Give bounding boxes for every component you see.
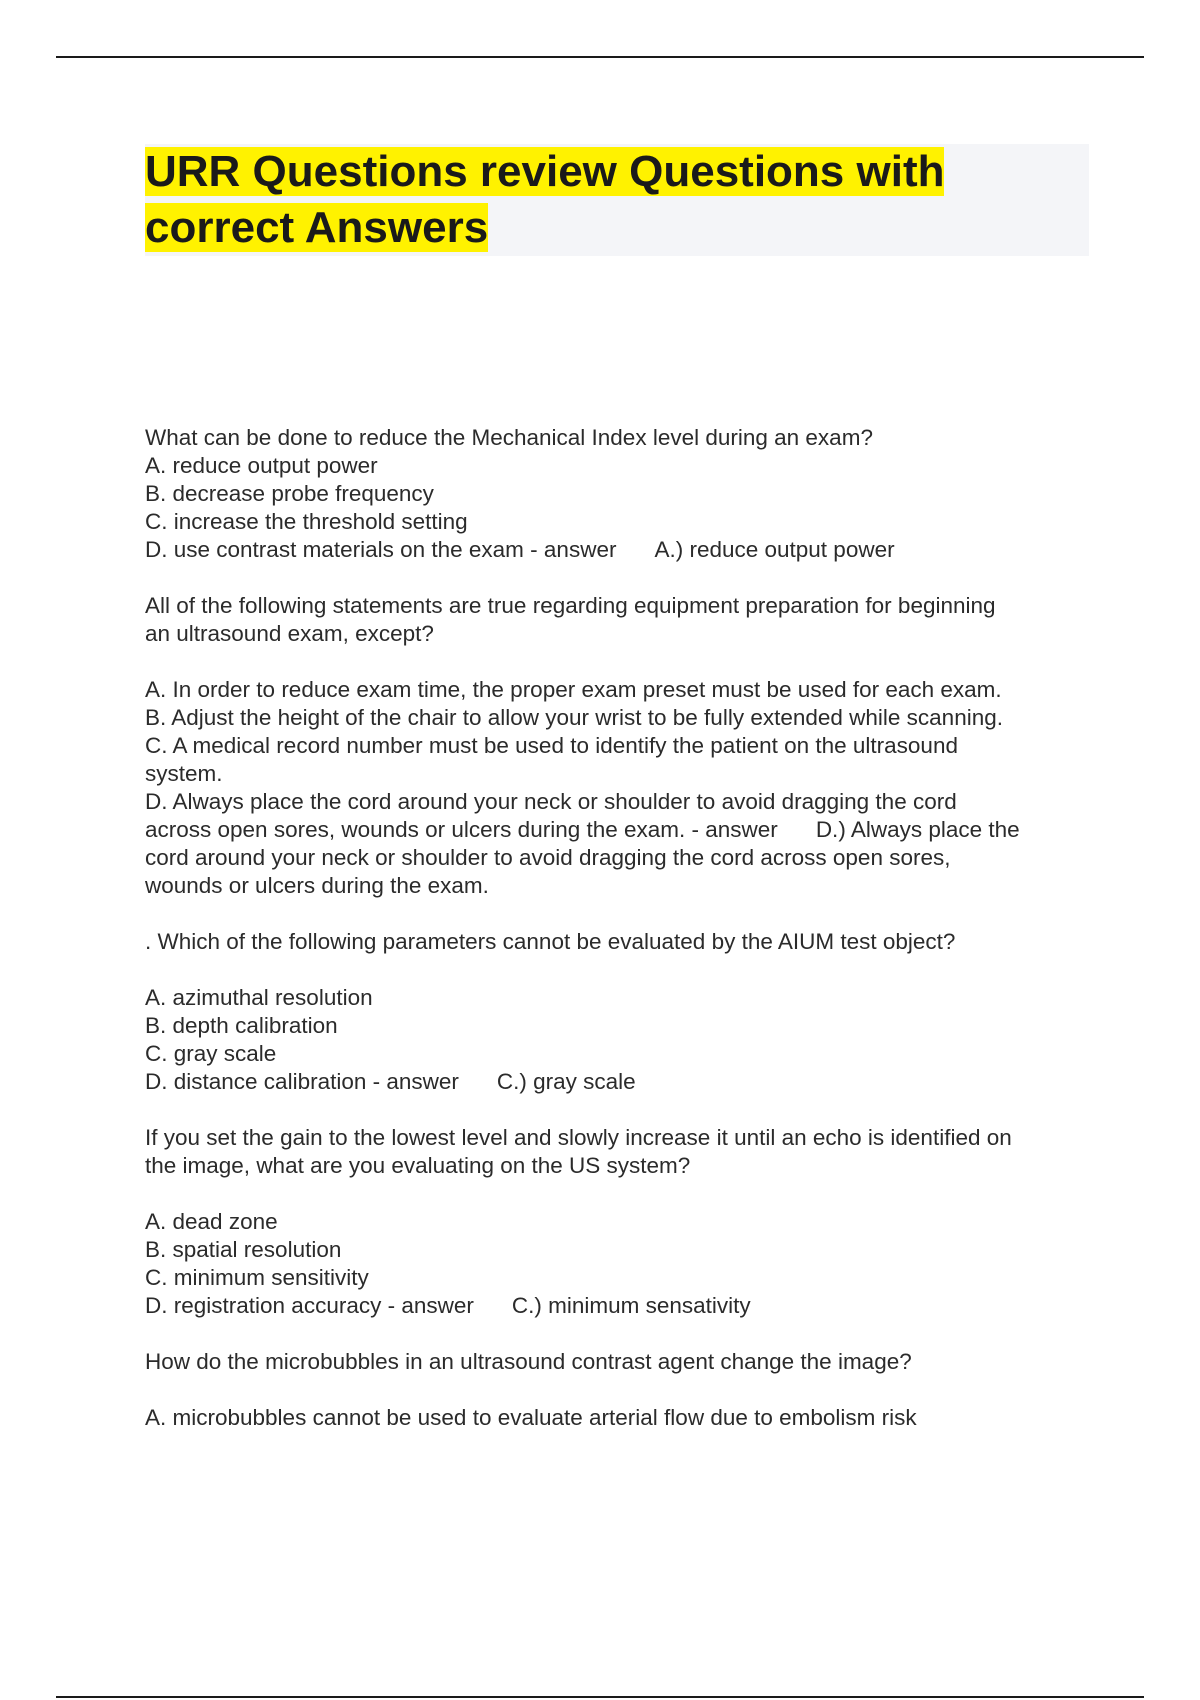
option-d-line — [145, 536, 1105, 564]
option-b: B. decrease probe frequency — [145, 481, 434, 506]
question-stem: . Which of the following parameters cannot be evaluated by the AIUM test object? — [145, 929, 956, 954]
bottom-rule — [56, 1696, 1144, 1698]
question-stem: an ultrasound exam, except? — [145, 621, 434, 646]
option-a: A. In order to reduce exam time, the proper exam preset must be used for each exam. — [145, 677, 1002, 702]
question-2 — [145, 592, 1105, 900]
option-c-cont: system. — [145, 761, 223, 786]
option-d: D. distance calibration - answer — [145, 1069, 459, 1094]
question-stem: How do the microbubbles in an ultrasound contrast agent change the image? — [145, 1349, 912, 1374]
option-b: B. Adjust the height of the chair to allow your wrist to be fully extended while scanning. — [145, 705, 1003, 730]
question-stem: All of the following statements are true regarding equipment preparation for beginning — [145, 593, 996, 618]
question-5 — [145, 1348, 1105, 1432]
option-c: C. minimum sensitivity — [145, 1265, 369, 1290]
option-b: B. spatial resolution — [145, 1237, 342, 1262]
option-d-line — [145, 1292, 1105, 1320]
answer-key-cont: cord around your neck or shoulder to avoid dragging the cord across open sores, — [145, 845, 951, 870]
option-c: C. gray scale — [145, 1041, 277, 1066]
question-stem: the image, what are you evaluating on the US system? — [145, 1153, 691, 1178]
option-d: D. Always place the cord around your neck or shoulder to avoid dragging the cord — [145, 789, 957, 814]
option-d: D. use contrast materials on the exam - answer — [145, 537, 617, 562]
document-title — [145, 144, 1089, 256]
question-1 — [145, 424, 1105, 564]
document-body — [145, 424, 1105, 1432]
title-line-1: URR Questions review Questions with — [145, 147, 945, 196]
option-a: A. microbubbles cannot be used to evaluate arterial flow due to embolism risk — [145, 1405, 917, 1430]
question-4 — [145, 1124, 1105, 1320]
option-a: A. reduce output power — [145, 453, 378, 478]
top-rule — [56, 56, 1144, 58]
question-3 — [145, 928, 1105, 1096]
option-d: D. registration accuracy - answer — [145, 1293, 474, 1318]
option-a: A. azimuthal resolution — [145, 985, 373, 1010]
question-stem: What can be done to reduce the Mechanical Index level during an exam? — [145, 425, 873, 450]
answer-key: A.) reduce output power — [654, 537, 895, 562]
title-block — [145, 144, 1089, 256]
option-d-line — [145, 1068, 1105, 1096]
option-d-line — [145, 816, 1105, 844]
answer-key: C.) minimum sensativity — [511, 1293, 751, 1318]
option-c: C. A medical record number must be used to identify the patient on the ultrasound — [145, 733, 958, 758]
option-d-cont: across open sores, wounds or ulcers during the exam. - answer — [145, 817, 778, 842]
question-stem: If you set the gain to the lowest level and slowly increase it until an echo is identified on — [145, 1125, 1012, 1150]
answer-key: C.) gray scale — [496, 1069, 636, 1094]
title-line-2: correct Answers — [145, 203, 489, 252]
answer-key-cont: wounds or ulcers during the exam. — [145, 873, 489, 898]
option-c: C. increase the threshold setting — [145, 509, 468, 534]
option-b: B. depth calibration — [145, 1013, 338, 1038]
answer-key: D.) Always place the — [815, 817, 1020, 842]
option-a: A. dead zone — [145, 1209, 278, 1234]
